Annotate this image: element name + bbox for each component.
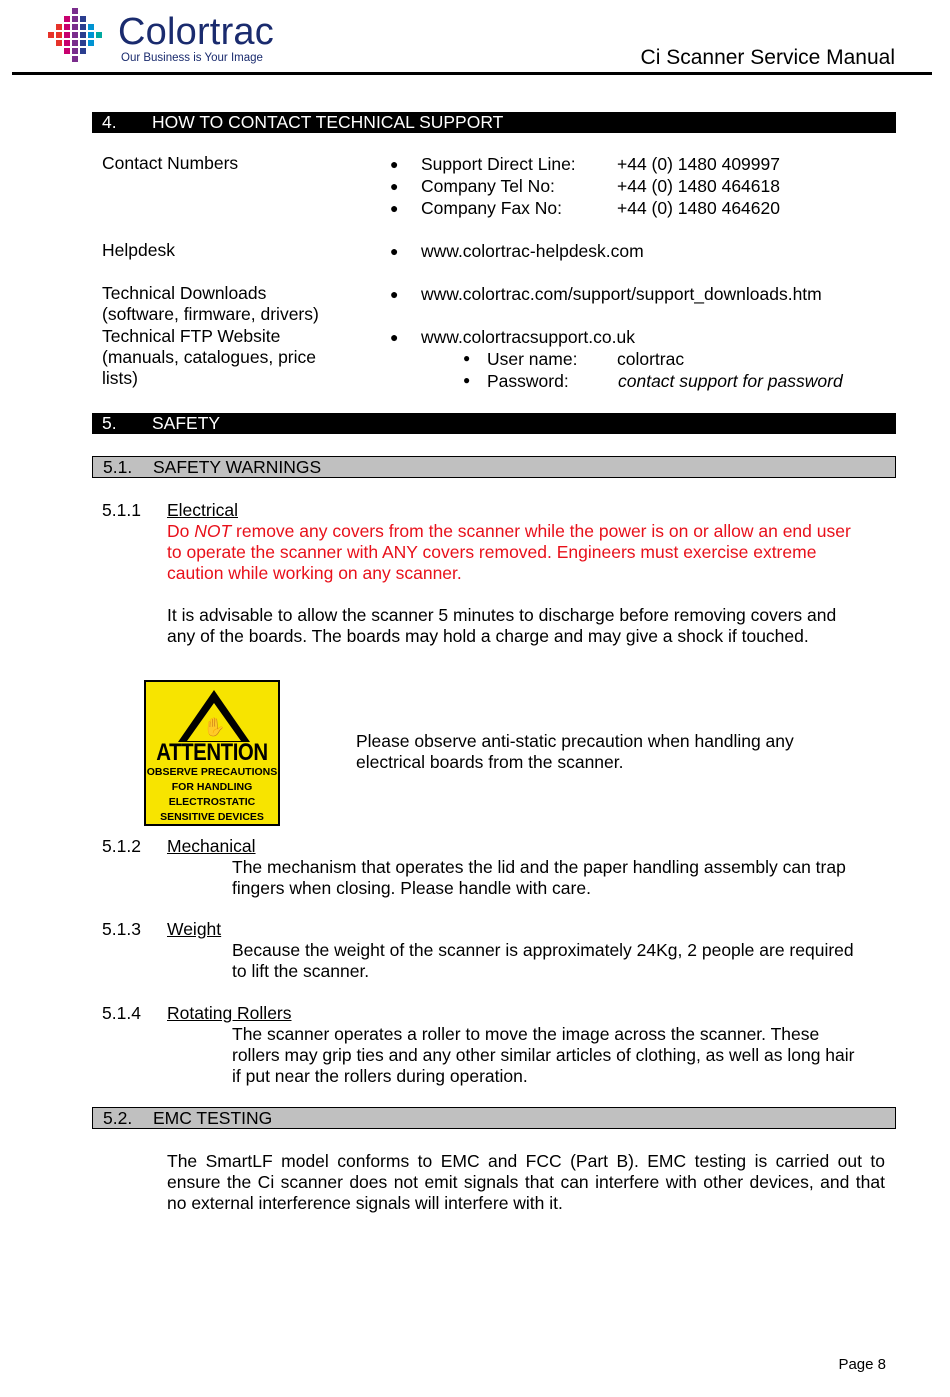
helpdesk-label: Helpdesk — [102, 240, 175, 260]
emc-testing-body: The SmartLF model conforms to EMC and FCC (Part B). EMC testing is carried out to ensure the Ci scanner does not emit signals that can interfere with other devices, and that no external interference signals will interfere with it. — [167, 1151, 885, 1213]
antistatic-note: Please observe anti-static precaution when handling any — [356, 731, 794, 751]
logo-dot — [72, 56, 78, 62]
document-title: Ci Scanner Service Manual — [640, 46, 895, 69]
ftp-label: Technical FTP Website — [102, 326, 281, 346]
section-number: 5.2. — [103, 1108, 133, 1128]
section-5-1-heading — [92, 456, 896, 478]
username-label: User name: — [487, 349, 578, 369]
downloads-label-note: (software, firmware, drivers) — [102, 304, 319, 324]
brand-tagline: Our Business is Your Image — [121, 52, 263, 64]
logo-dot — [72, 48, 78, 54]
weight-text: to lift the scanner. — [232, 961, 370, 981]
sign-line: SENSITIVE DEVICES — [160, 811, 264, 823]
logo-dot — [80, 24, 86, 30]
subsection-title: Mechanical — [167, 836, 256, 856]
esd-attention-sign — [144, 680, 280, 826]
logo-dot — [96, 32, 102, 38]
warning-text: remove any covers from the scanner while the power is on or allow an end user — [231, 521, 851, 541]
logo-dot — [80, 32, 86, 38]
electrical-warning-line: to operate the scanner with ANY covers removed. Engineers must exercise extreme — [167, 542, 817, 562]
logo-dot — [64, 16, 70, 22]
bullet-icon: ● — [390, 243, 399, 259]
subsection-title: Weight — [167, 919, 222, 939]
logo-dot — [72, 32, 78, 38]
brand-name: Colortrac — [118, 11, 274, 53]
subsection-number: 5.1.1 — [102, 500, 141, 520]
contact-label: Support Direct Line: — [421, 154, 576, 174]
downloads-link[interactable]: www.colortrac.com/support/support_downloads.htm — [421, 284, 822, 304]
logo-dot — [72, 8, 78, 14]
bullet-icon: ● — [390, 178, 399, 194]
electrical-advice-line: any of the boards. The boards may hold a charge and may give a shock if touched. — [167, 626, 809, 646]
contact-value: +44 (0) 1480 409997 — [617, 154, 780, 174]
logo-dot — [64, 40, 70, 46]
logo-dot — [56, 32, 62, 38]
header-divider — [12, 72, 932, 75]
logo-dot — [88, 24, 94, 30]
section-5-2-heading — [92, 1107, 896, 1129]
colortrac-logo-mark — [48, 8, 106, 64]
subsection-number: 5.1.2 — [102, 836, 141, 856]
logo-dot — [64, 32, 70, 38]
esd-hand-icon: ✋ — [203, 717, 226, 737]
section-number: 5.1. — [103, 457, 133, 477]
logo-dot — [88, 40, 94, 46]
helpdesk-link[interactable]: www.colortrac-helpdesk.com — [421, 241, 644, 261]
logo-dot — [80, 16, 86, 22]
mechanical-text: fingers when closing. Please handle with care. — [232, 878, 591, 898]
sign-title: ATTENTION — [156, 739, 268, 766]
rollers-text: rollers may grip ties and any other similar articles of clothing, as well as long hair — [232, 1045, 855, 1065]
bullet-icon: ● — [390, 200, 399, 216]
logo-dot — [88, 32, 94, 38]
subsection-number: 5.1.3 — [102, 919, 141, 939]
subsection-title: Electrical — [167, 500, 238, 520]
ftp-label-note-cont: lists) — [102, 368, 138, 388]
warning-not: NOT — [194, 521, 232, 541]
section-number: 4. — [102, 112, 117, 132]
bullet-icon: ● — [463, 351, 471, 365]
electrical-warning-line: caution while working on any scanner. — [167, 563, 462, 583]
logo-dot — [72, 24, 78, 30]
electrical-warning-line — [167, 521, 851, 542]
section-number: 5. — [102, 413, 117, 433]
logo-dot — [80, 40, 86, 46]
section-title: SAFETY — [152, 413, 221, 433]
bullet-icon: ● — [390, 329, 399, 345]
section-title: SAFETY WARNINGS — [153, 457, 322, 477]
warning-do: Do — [167, 521, 195, 541]
password-label: Password: — [487, 371, 569, 391]
subsection-number: 5.1.4 — [102, 1003, 141, 1023]
mechanical-text: The mechanism that operates the lid and the paper handling assembly can trap — [232, 857, 846, 877]
antistatic-note: electrical boards from the scanner. — [356, 752, 624, 772]
bullet-icon: ● — [390, 156, 399, 172]
weight-text: Because the weight of the scanner is approximately 24Kg, 2 people are required — [232, 940, 854, 960]
sign-line: ELECTROSTATIC — [168, 796, 256, 808]
bullet-icon: ● — [463, 373, 471, 387]
section-title: EMC TESTING — [153, 1108, 273, 1128]
contact-numbers-label: Contact Numbers — [102, 153, 239, 173]
contact-value: +44 (0) 1480 464618 — [617, 176, 780, 196]
electrical-advice-line: It is advisable to allow the scanner 5 minutes to discharge before removing covers and — [167, 605, 837, 625]
contact-value: +44 (0) 1480 464620 — [617, 198, 780, 218]
logo-dot — [56, 40, 62, 46]
logo-dot — [64, 48, 70, 54]
rollers-text: if put near the rollers during operation. — [232, 1066, 528, 1086]
section-title: HOW TO CONTACT TECHNICAL SUPPORT — [152, 112, 504, 132]
logo-dot — [80, 48, 86, 54]
logo-dot — [48, 32, 54, 38]
logo-dot — [72, 40, 78, 46]
contact-label: Company Fax No: — [421, 198, 563, 218]
contact-label: Company Tel No: — [421, 176, 555, 196]
subsection-title: Rotating Rollers — [167, 1003, 292, 1023]
username-value: colortrac — [617, 349, 685, 369]
section-4-heading — [92, 112, 896, 133]
logo-dot — [64, 24, 70, 30]
downloads-label: Technical Downloads — [102, 283, 267, 303]
section-5-heading — [92, 413, 896, 434]
rollers-text: The scanner operates a roller to move the image across the scanner. These — [232, 1024, 820, 1044]
ftp-label-note: (manuals, catalogues, price — [102, 347, 316, 367]
ftp-link[interactable]: www.colortracsupport.co.uk — [421, 327, 635, 347]
logo-dot — [72, 16, 78, 22]
page-number: Page 8 — [838, 1356, 886, 1373]
sign-line: OBSERVE PRECAUTIONS — [146, 766, 278, 778]
sign-line: FOR HANDLING — [171, 781, 253, 793]
logo-dot — [56, 24, 62, 30]
bullet-icon: ● — [390, 286, 399, 302]
password-value: contact support for password — [618, 371, 843, 391]
